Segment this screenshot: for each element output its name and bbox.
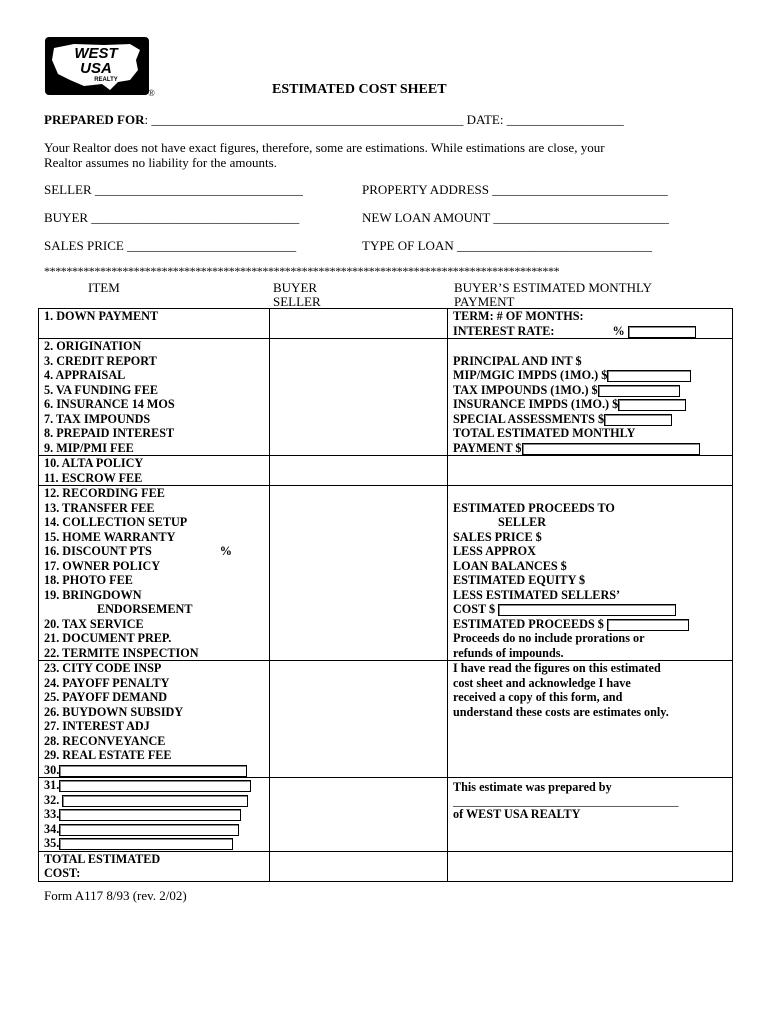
west-usa-realty-logo bbox=[44, 36, 150, 96]
ack-line-1: I have read the figures on this estimated bbox=[453, 661, 661, 675]
buyer-seller-cell[interactable] bbox=[270, 339, 448, 456]
item-26: 26. BUYDOWN SUBSIDY bbox=[44, 704, 184, 719]
item-22: 22. TERMITE INSPECTION bbox=[44, 645, 199, 660]
prepared-by-signature-line[interactable]: _____________________________________ bbox=[453, 793, 679, 808]
item-35-input[interactable] bbox=[59, 838, 233, 850]
special-row bbox=[448, 412, 732, 427]
proceeds-sales-price: SALES PRICE $ bbox=[453, 529, 542, 544]
blank-cell bbox=[448, 456, 733, 486]
disclaimer-line-2: Realtor assumes no liability for the amounts. bbox=[44, 155, 277, 170]
item-11: 11. ESCROW FEE bbox=[44, 470, 143, 485]
item-cell bbox=[39, 339, 270, 456]
blank-cell bbox=[448, 851, 733, 881]
prepared-by-line-1: This estimate was prepared by bbox=[453, 780, 612, 794]
item-34-label: 34. bbox=[44, 821, 60, 836]
proceeds-less-approx: LESS APPROX bbox=[453, 544, 536, 558]
item-30-input[interactable] bbox=[59, 765, 247, 777]
estimated-proceeds-input[interactable] bbox=[607, 619, 689, 631]
item-17: 17. OWNER POLICY bbox=[44, 558, 161, 573]
ack-line-4: understand these costs are estimates only. bbox=[453, 704, 669, 719]
item-29: 29. REAL ESTATE FEE bbox=[44, 748, 172, 762]
header-buyer: BUYER bbox=[273, 280, 318, 295]
estimated-proceeds-row bbox=[448, 617, 732, 632]
total-payment-row bbox=[448, 441, 732, 456]
item-9: 9. MIP/PMI FEE bbox=[44, 440, 134, 455]
mip-input[interactable] bbox=[607, 370, 691, 382]
sales-price-field[interactable]: SALES PRICE __________________________ bbox=[44, 238, 297, 253]
item-18: 18. PHOTO FEE bbox=[44, 573, 133, 587]
buyer-seller-cell[interactable] bbox=[270, 486, 448, 661]
item-24: 24. PAYOFF PENALTY bbox=[44, 675, 170, 690]
page-title: ESTIMATED COST SHEET bbox=[272, 82, 447, 97]
buyer-seller-cell[interactable] bbox=[270, 456, 448, 486]
item-19-cont: ENDORSEMENT bbox=[97, 602, 193, 616]
prepared-by-cell bbox=[448, 778, 733, 852]
interest-rate-label: INTEREST RATE: bbox=[453, 323, 555, 338]
logo-line1: WEST bbox=[74, 45, 118, 62]
total-payment-input[interactable] bbox=[522, 443, 700, 455]
total-payment-label: PAYMENT $ bbox=[453, 440, 522, 455]
item-cell bbox=[39, 851, 270, 881]
cost-table bbox=[38, 308, 733, 882]
proceeds-note-2: refunds of impounds. bbox=[453, 645, 564, 660]
prepared-for-field[interactable]: ________________________________________________ bbox=[151, 112, 464, 127]
prepared-for-label: PREPARED FOR bbox=[44, 112, 145, 127]
mip-row bbox=[448, 368, 732, 383]
item-34-input[interactable] bbox=[59, 824, 239, 836]
buyer-seller-cell[interactable] bbox=[270, 309, 448, 339]
proceeds-equity: ESTIMATED EQUITY $ bbox=[453, 573, 586, 587]
percent-sign: % bbox=[612, 323, 625, 338]
item-13: 13. TRANSFER FEE bbox=[44, 500, 155, 515]
sellers-cost-input[interactable] bbox=[498, 604, 676, 616]
mip-label: MIP/MGIC IMPDS (1MO.) $ bbox=[453, 368, 608, 382]
prepared-by-line-3: of WEST USA REALTY bbox=[453, 806, 581, 821]
special-input[interactable] bbox=[604, 414, 672, 426]
item-10: 10. ALTA POLICY bbox=[44, 456, 144, 470]
ack-line-3: received a copy of this form, and bbox=[453, 690, 623, 704]
item-31-label: 31. bbox=[44, 778, 60, 792]
proceeds-loan-balances: LOAN BALANCES $ bbox=[453, 558, 567, 573]
tax-input[interactable] bbox=[598, 385, 680, 397]
item-32-input[interactable] bbox=[62, 795, 248, 807]
item-3: 3. CREDIT REPORT bbox=[44, 353, 157, 368]
total-buyer-seller-cell[interactable] bbox=[270, 851, 448, 881]
item-12: 12. RECORDING FEE bbox=[44, 486, 165, 500]
item-35 bbox=[39, 836, 269, 851]
item-cell bbox=[39, 486, 270, 661]
item-20: 20. TAX SERVICE bbox=[44, 616, 144, 631]
proceeds-note-1: Proceeds do no include prorations or bbox=[453, 631, 645, 645]
registered-mark: ® bbox=[148, 88, 155, 98]
term-label: TERM: # OF MONTHS: bbox=[453, 309, 584, 323]
item-2: 2. ORIGINATION bbox=[44, 339, 142, 353]
header-monthly-1: BUYER’S ESTIMATED MONTHLY bbox=[454, 280, 653, 295]
proceeds-cost-label: COST $ bbox=[453, 602, 496, 616]
new-loan-amount-field[interactable]: NEW LOAN AMOUNT ___________________________ bbox=[362, 210, 669, 225]
estimated-proceeds-label: ESTIMATED PROCEEDS $ bbox=[453, 616, 604, 631]
item-21: 21. DOCUMENT PREP. bbox=[44, 631, 172, 645]
item-cell bbox=[39, 456, 270, 486]
item-35-label: 35. bbox=[44, 836, 60, 850]
item-27: 27. INTEREST ADJ bbox=[44, 719, 150, 733]
proceeds-less-costs: LESS ESTIMATED SELLERS’ bbox=[453, 587, 621, 602]
item-16 bbox=[39, 544, 269, 559]
proceeds-heading-2: SELLER bbox=[498, 515, 547, 529]
item-32 bbox=[39, 793, 269, 808]
proceeds-heading-1: ESTIMATED PROCEEDS TO bbox=[453, 500, 615, 515]
total-estimated-label: TOTAL ESTIMATED bbox=[44, 851, 161, 866]
buyer-seller-cell[interactable] bbox=[270, 661, 448, 778]
type-of-loan-field[interactable]: TYPE OF LOAN ______________________________ bbox=[362, 238, 652, 253]
date-label: DATE: bbox=[466, 112, 504, 127]
principal-int-label: PRINCIPAL AND INT $ bbox=[453, 353, 582, 368]
item-30-label: 30. bbox=[44, 762, 60, 777]
item-31 bbox=[39, 778, 269, 793]
buyer-field[interactable]: BUYER ________________________________ bbox=[44, 210, 300, 225]
acknowledgement-cell bbox=[448, 661, 733, 778]
item-32-label: 32. bbox=[44, 792, 60, 807]
item-33-input[interactable] bbox=[59, 809, 241, 821]
item-cell bbox=[39, 661, 270, 778]
discount-percent-sign: % bbox=[219, 544, 232, 558]
star-separator: ******************************************************************************************** bbox=[44, 264, 560, 278]
header-item: ITEM bbox=[88, 280, 120, 295]
item-30 bbox=[39, 763, 269, 778]
ins-row bbox=[448, 397, 732, 412]
ins-label: INSURANCE IMPDS (1MO.) $ bbox=[453, 397, 619, 411]
disclaimer-line-1: Your Realtor does not have exact figures, therefore, some are estimations. While estimations are close, your bbox=[44, 140, 605, 155]
tax-label: TAX IMPOUNDS (1MO.) $ bbox=[453, 382, 598, 397]
logo-line3: REALTY bbox=[94, 77, 118, 83]
total-cost-label: COST: bbox=[44, 866, 81, 880]
buyer-seller-cell[interactable] bbox=[270, 778, 448, 852]
item-1: 1. DOWN PAYMENT bbox=[44, 309, 159, 323]
item-25: 25. PAYOFF DEMAND bbox=[44, 690, 168, 704]
logo-line2: USA bbox=[80, 60, 112, 77]
tax-row bbox=[448, 383, 732, 398]
proceeds-cost-row bbox=[448, 602, 732, 617]
item-31-input[interactable] bbox=[59, 780, 251, 792]
item-16-label: 16. DISCOUNT PTS bbox=[44, 544, 152, 558]
header-monthly-2: PAYMENT bbox=[454, 294, 515, 309]
item-cell bbox=[39, 778, 270, 852]
item-8: 8. PREPAID INTEREST bbox=[44, 426, 175, 440]
item-33 bbox=[39, 807, 269, 822]
item-4: 4. APPRAISAL bbox=[44, 368, 126, 382]
total-monthly-label: TOTAL ESTIMATED MONTHLY bbox=[453, 426, 636, 440]
item-23: 23. CITY CODE INSP bbox=[44, 661, 162, 675]
monthly-term-cell bbox=[448, 309, 733, 339]
property-address-field[interactable]: PROPERTY ADDRESS ___________________________ bbox=[362, 182, 668, 197]
special-label: SPECIAL ASSESSMENTS $ bbox=[453, 411, 605, 426]
date-field[interactable]: __________________ bbox=[506, 112, 624, 127]
prepared-for-colon: : bbox=[144, 112, 149, 127]
monthly-payment-cell bbox=[448, 339, 733, 456]
item-34 bbox=[39, 822, 269, 837]
item-cell bbox=[39, 309, 270, 339]
ack-line-2: cost sheet and acknowledge I have bbox=[453, 675, 631, 690]
interest-rate-input[interactable] bbox=[628, 326, 696, 338]
prepared-for-row bbox=[44, 112, 624, 128]
item-6: 6. INSURANCE 14 MOS bbox=[44, 397, 175, 411]
item-7: 7. TAX IMPOUNDS bbox=[44, 411, 151, 426]
item-33-label: 33. bbox=[44, 807, 60, 821]
item-19: 19. BRINGDOWN bbox=[44, 587, 142, 602]
form-id: Form A117 8/93 (rev. 2/02) bbox=[44, 888, 187, 903]
item-15: 15. HOME WARRANTY bbox=[44, 529, 176, 544]
interest-rate-row bbox=[448, 324, 732, 339]
ins-input[interactable] bbox=[618, 399, 686, 411]
header-seller: SELLER bbox=[273, 294, 321, 309]
seller-field[interactable]: SELLER ________________________________ bbox=[44, 182, 303, 197]
proceeds-cell bbox=[448, 486, 733, 661]
item-14: 14. COLLECTION SETUP bbox=[44, 515, 188, 529]
item-5: 5. VA FUNDING FEE bbox=[44, 382, 158, 397]
item-28: 28. RECONVEYANCE bbox=[44, 733, 166, 748]
